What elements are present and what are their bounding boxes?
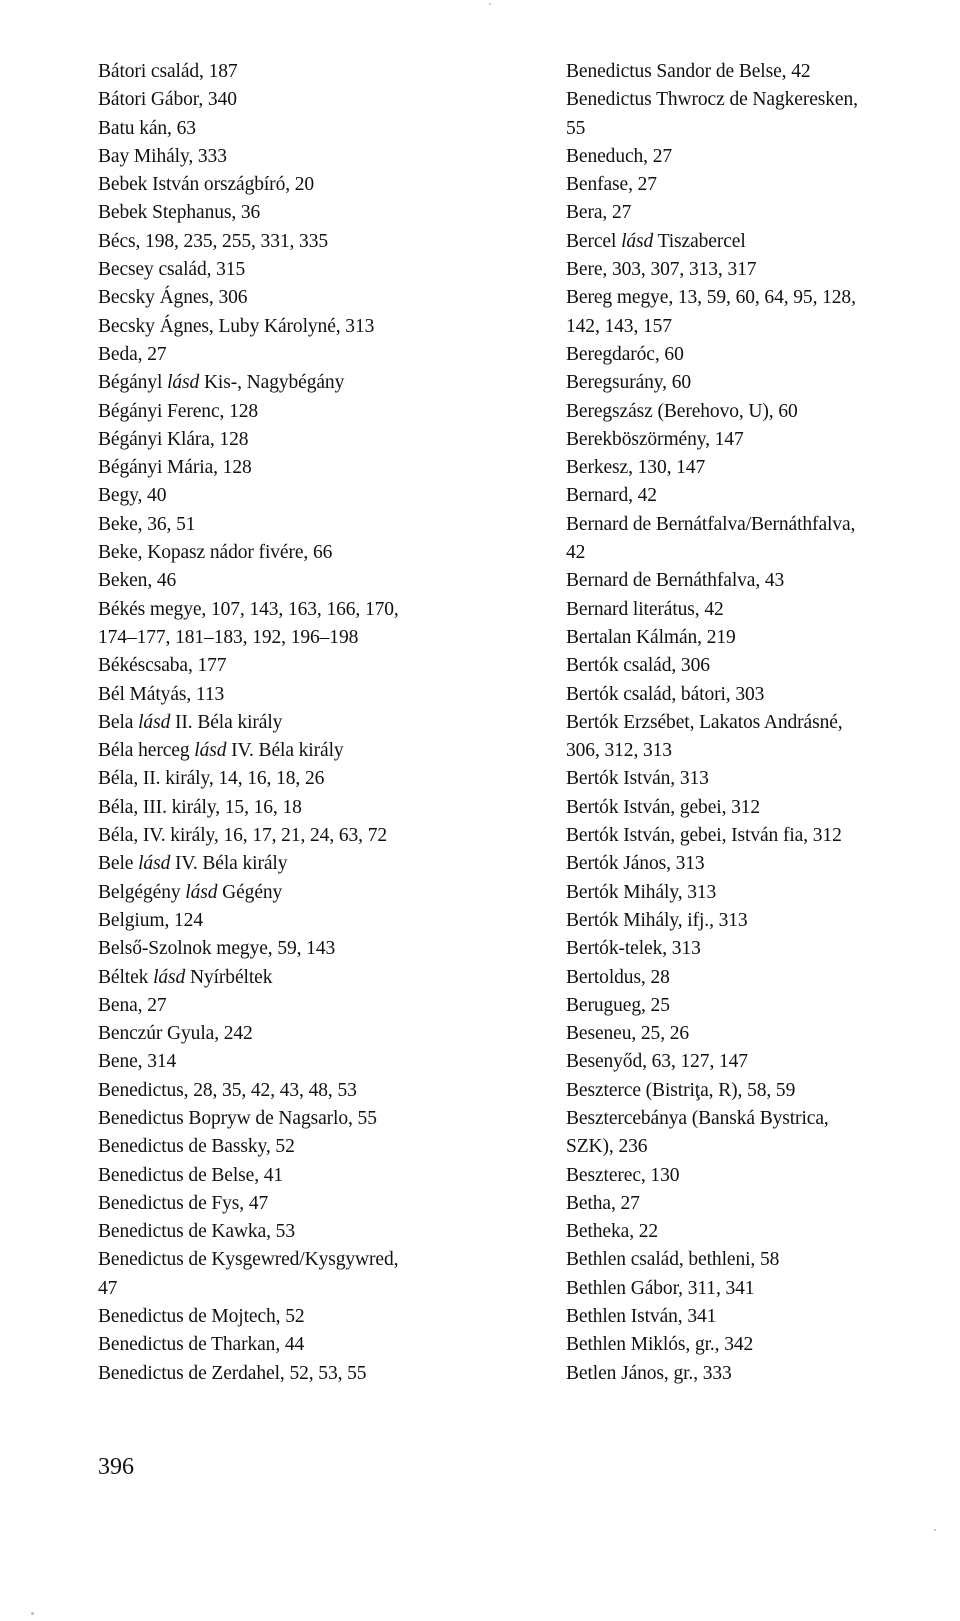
index-entry-text: 306, 312, 313: [566, 740, 672, 762]
cross-reference-marker: lásd: [621, 230, 654, 252]
index-entry: [98, 426, 508, 454]
index-entry-text: Beke, 36, 51: [98, 513, 196, 535]
index-entry-text: Benedictus Bopryw de Nagsarlo, 55: [98, 1107, 377, 1129]
index-entry-text: Becsey család, 315: [98, 259, 246, 281]
index-entry: [98, 1048, 508, 1076]
cross-reference-marker: lásd: [138, 711, 171, 733]
index-entry-text: Beszterec, 130: [566, 1164, 680, 1186]
index-entry: [98, 765, 508, 793]
index-entry: [98, 398, 508, 426]
index-entry: [566, 822, 946, 850]
index-entry-text: Bena, 27: [98, 994, 167, 1016]
index-entry: [98, 1218, 508, 1246]
index-entry: [566, 86, 946, 143]
index-entry-text: Bégányl: [98, 372, 168, 394]
index-entry: [98, 1360, 508, 1388]
index-entry: [566, 765, 946, 793]
index-entry-text: Bebek István országbíró, 20: [98, 174, 315, 196]
index-entry-text: Beregdaróc, 60: [566, 343, 684, 365]
index-entry-text: Bercel: [566, 230, 622, 252]
index-entry: [566, 511, 946, 568]
index-entry-text: Berkesz, 130, 147: [566, 457, 706, 479]
index-entry: [566, 567, 946, 595]
index-entry-text: Bertalan Kálmán, 219: [566, 626, 736, 648]
index-entry: [566, 228, 946, 256]
index-entry-text: Beda, 27: [98, 343, 167, 365]
cross-reference-marker: lásd: [167, 372, 200, 394]
index-entry-text: Bertók János, 313: [566, 853, 705, 875]
index-entry: [566, 143, 946, 171]
index-entry: [98, 199, 508, 227]
index-entry: [566, 1190, 946, 1218]
index-entry-text: Gégény: [217, 881, 283, 903]
index-entry-text: Besenyőd, 63, 127, 147: [566, 1051, 748, 1073]
index-entry-text: Betlen János, gr., 333: [566, 1362, 732, 1384]
index-entry: [566, 850, 946, 878]
index-entry-text: Békéscsaba, 177: [98, 655, 227, 677]
index-entry-text: Batu kán, 63: [98, 117, 196, 139]
index-entry-text: Benedictus de Kawka, 53: [98, 1221, 295, 1243]
index-entry: [566, 256, 946, 284]
index-entry-text: Berekböszörmény, 147: [566, 428, 744, 450]
index-entry-text: Benedictus Thwrocz de Nagkeresken,: [566, 89, 858, 111]
index-entry-text: Benedictus, 28, 35, 42, 43, 48, 53: [98, 1079, 357, 1101]
index-entry: [98, 907, 508, 935]
index-entry-text: Bere, 303, 307, 313, 317: [566, 259, 757, 281]
index-entry-text: Tiszabercel: [653, 230, 746, 252]
index-entry-text: Beregsurány, 60: [566, 372, 692, 394]
index-entry: [98, 228, 508, 256]
index-entry: [566, 794, 946, 822]
index-entry: [98, 1162, 508, 1190]
index-entry: [98, 652, 508, 680]
index-entry: [566, 1275, 946, 1303]
index-entry-text: Béla, IV. király, 16, 17, 21, 24, 63, 72: [98, 825, 388, 847]
index-entry-text: Benczúr Gyula, 242: [98, 1023, 253, 1045]
scan-speck: [31, 1612, 34, 1615]
index-entry: [98, 341, 508, 369]
index-entry-text: IV. Béla király: [170, 853, 288, 875]
index-entry-text: Bethlen István, 341: [566, 1306, 717, 1328]
index-entry: [566, 1303, 946, 1331]
index-entry-text: Béla herceg: [98, 740, 195, 762]
index-entry: [566, 369, 946, 397]
index-entry: [98, 1020, 508, 1048]
index-entry: [98, 935, 508, 963]
index-entry-text: Bél Mátyás, 113: [98, 683, 225, 705]
index-entry: [566, 199, 946, 227]
index-entry: [566, 1105, 946, 1162]
index-entry-text: Bela: [98, 711, 139, 733]
index-entry-text: II. Béla király: [170, 711, 283, 733]
index-entry-text: Bertók Erzsébet, Lakatos Andrásné,: [566, 711, 843, 733]
index-entry: [566, 681, 946, 709]
index-entry-text: Becsky Ágnes, Luby Károlyné, 313: [98, 315, 375, 337]
index-entry-text: 42: [566, 542, 586, 564]
index-entry: [98, 256, 508, 284]
index-entry-text: Beszterce (Bistriţa, R), 58, 59: [566, 1079, 796, 1101]
index-entry-text: Bertók család, 306: [566, 655, 710, 677]
index-entry-text: Becsky Ágnes, 306: [98, 287, 248, 309]
cross-reference-marker: lásd: [153, 966, 186, 988]
index-entry: [566, 1162, 946, 1190]
index-entry-text: Benedictus de Zerdahel, 52, 53, 55: [98, 1362, 367, 1384]
index-entry: [98, 171, 508, 199]
index-entry: [566, 1020, 946, 1048]
index-entry: [566, 992, 946, 1020]
index-entry-text: Bernard literátus, 42: [566, 598, 724, 620]
index-entry: [566, 398, 946, 426]
index-entry-text: Bethlen Gábor, 311, 341: [566, 1277, 755, 1299]
index-entry-text: Benedictus de Belse, 41: [98, 1164, 284, 1186]
cross-reference-marker: lásd: [194, 740, 227, 762]
index-entry: [566, 1360, 946, 1388]
index-entry-text: Bertók Mihály, ifj., 313: [566, 909, 748, 931]
index-entry-text: Begy, 40: [98, 485, 167, 507]
index-entry-text: Bertók-telek, 313: [566, 938, 701, 960]
index-entry-text: Bay Mihály, 333: [98, 145, 227, 167]
index-entry-text: Bethlen család, bethleni, 58: [566, 1249, 780, 1271]
index-entry: [566, 426, 946, 454]
index-entry-text: IV. Béla király: [226, 740, 344, 762]
index-entry-text: Berugueg, 25: [566, 994, 670, 1016]
index-entry-text: Bertók István, 313: [566, 768, 709, 790]
index-entry: [98, 1190, 508, 1218]
index-entry-text: Beseneu, 25, 26: [566, 1023, 690, 1045]
index-entry-text: Bele: [98, 853, 139, 875]
index-entry-text: 47: [98, 1277, 118, 1299]
index-entry: [98, 482, 508, 510]
index-entry-text: Bégányi Klára, 128: [98, 428, 249, 450]
index-entry-text: Beken, 46: [98, 570, 177, 592]
index-entry: [566, 652, 946, 680]
index-entry-text: Belgégény: [98, 881, 186, 903]
index-entry-text: Nyírbéltek: [185, 966, 273, 988]
index-entry: [98, 1246, 508, 1303]
index-entry: [98, 115, 508, 143]
index-entry-text: Bátori család, 187: [98, 61, 238, 82]
index-entry-text: Benfase, 27: [566, 174, 657, 196]
index-entry: [566, 341, 946, 369]
index-entry: [98, 681, 508, 709]
index-entry-text: Betha, 27: [566, 1192, 640, 1214]
scan-speck: [934, 1529, 936, 1531]
index-entry: [566, 58, 946, 86]
index-entry-text: 174–177, 181–183, 192, 196–198: [98, 626, 359, 648]
index-entry: [98, 709, 508, 737]
index-entry: [566, 709, 946, 766]
index-entry-text: Bertoldus, 28: [566, 966, 670, 988]
index-entry-text: Benedictus de Kysgewred/Kysgywred,: [98, 1249, 399, 1271]
index-entry-text: Besztercebánya (Banská Bystrica,: [566, 1107, 829, 1129]
index-entry: [98, 284, 508, 312]
index-entry-text: Beregszász (Berehovo, U), 60: [566, 400, 798, 422]
index-entry: [98, 1105, 508, 1133]
index-entry-text: Benedictus de Tharkan, 44: [98, 1334, 305, 1356]
index-entry-text: Kis-, Nagybégány: [199, 372, 345, 394]
cross-reference-marker: lásd: [138, 853, 171, 875]
index-entry-text: Bégányi Ferenc, 128: [98, 400, 259, 422]
index-entry: [98, 1077, 508, 1105]
index-entry-text: Belgium, 124: [98, 909, 203, 931]
index-entry: [98, 539, 508, 567]
index-entry: [98, 879, 508, 907]
index-entry: [566, 907, 946, 935]
index-entry-text: Békés megye, 107, 143, 163, 166, 170,: [98, 598, 399, 620]
index-entry-text: Beneduch, 27: [566, 145, 673, 167]
index-entry: [566, 1218, 946, 1246]
index-entry: [98, 567, 508, 595]
index-entry: [98, 369, 508, 397]
index-entry-text: Bethlen Miklós, gr., 342: [566, 1334, 754, 1356]
index-entry-text: Béla, II. király, 14, 16, 18, 26: [98, 768, 325, 790]
index-entry-text: Betheka, 22: [566, 1221, 659, 1243]
index-entry: [98, 313, 508, 341]
index-entry-text: Bereg megye, 13, 59, 60, 64, 95, 128,: [566, 287, 856, 309]
scan-speck: [489, 3, 491, 5]
index-entry: [98, 794, 508, 822]
index-entry-text: Bera, 27: [566, 202, 632, 224]
index-entry-text: Benedictus de Bassky, 52: [98, 1136, 295, 1158]
index-entry-text: Bertók István, gebei, István fia, 312: [566, 825, 842, 847]
index-entry-text: Bebek Stephanus, 36: [98, 202, 261, 224]
index-entry-text: Belső-Szolnok megye, 59, 143: [98, 938, 336, 960]
index-entry: [98, 86, 508, 114]
index-entry: [566, 482, 946, 510]
index-entry: [98, 822, 508, 850]
index-entry: [566, 879, 946, 907]
index-entry: [98, 1331, 508, 1359]
index-entry: [98, 992, 508, 1020]
index-column-right: [566, 58, 946, 1388]
index-entry: [566, 624, 946, 652]
index-entry-text: Bene, 314: [98, 1051, 177, 1073]
index-entry: [566, 1246, 946, 1274]
index-entry-text: 55: [566, 117, 586, 139]
index-entry: [566, 454, 946, 482]
index-entry-text: Bertók István, gebei, 312: [566, 796, 761, 818]
index-entry: [98, 58, 508, 86]
index-entry: [98, 737, 508, 765]
index-entry-text: Bernard de Bernáthfalva, 43: [566, 570, 785, 592]
index-entry-text: Benedictus de Mojtech, 52: [98, 1306, 305, 1328]
index-entry: [566, 1331, 946, 1359]
index-entry: [566, 1048, 946, 1076]
index-entry-text: 142, 143, 157: [566, 315, 672, 337]
index-entry-text: SZK), 236: [566, 1136, 648, 1158]
index-entry: [98, 850, 508, 878]
index-entry-text: Bécs, 198, 235, 255, 331, 335: [98, 230, 329, 252]
index-entry: [566, 1077, 946, 1105]
index-entry: [98, 511, 508, 539]
index-entry: [566, 284, 946, 341]
index-entry-text: Bátori Gábor, 340: [98, 89, 237, 111]
index-entry: [98, 454, 508, 482]
index-entry: [98, 143, 508, 171]
index-entry-text: Bertók család, bátori, 303: [566, 683, 765, 705]
index-entry-text: Bégányi Mária, 128: [98, 457, 252, 479]
cross-reference-marker: lásd: [185, 881, 218, 903]
index-entry-text: Benedictus Sandor de Belse, 42: [566, 61, 811, 82]
index-entry: [98, 1133, 508, 1161]
index-entry-text: Bertók Mihály, 313: [566, 881, 717, 903]
index-entry-text: Benedictus de Fys, 47: [98, 1192, 269, 1214]
index-entry-text: Bernard, 42: [566, 485, 657, 507]
index-entry: [566, 596, 946, 624]
index-entry-text: Beke, Kopasz nádor fivére, 66: [98, 542, 333, 564]
index-entry: [566, 171, 946, 199]
index-entry-text: Béltek: [98, 966, 154, 988]
index-column-left: [98, 58, 508, 1388]
index-entry: [98, 964, 508, 992]
index-entry: [566, 935, 946, 963]
index-entry: [98, 596, 508, 653]
index-entry-text: Béla, III. király, 15, 16, 18: [98, 796, 302, 818]
index-entry: [98, 1303, 508, 1331]
index-entry-text: Bernard de Bernátfalva/Bernáthfalva,: [566, 513, 856, 535]
index-entry: [566, 964, 946, 992]
page-number: 396: [98, 1454, 134, 1480]
